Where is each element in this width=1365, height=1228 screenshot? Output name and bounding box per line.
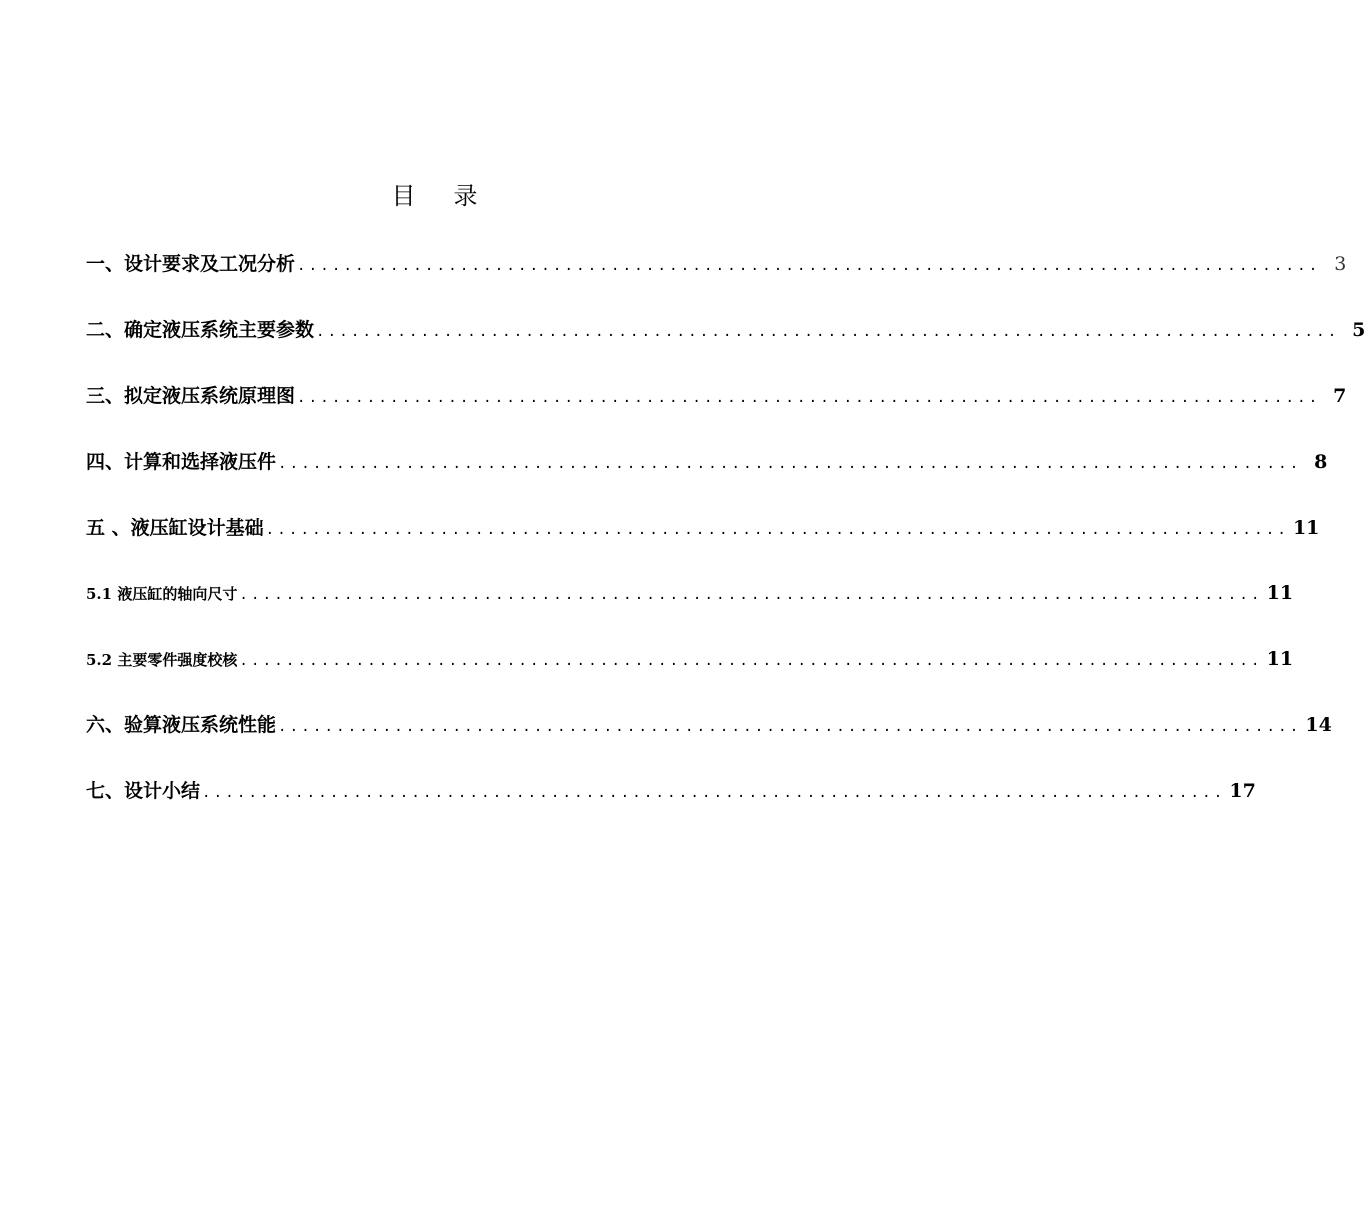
toc-entry-label: 五 、液压缸设计基础 [86, 517, 264, 539]
toc-entry-page: 11 [1292, 517, 1320, 539]
toc-entry-label: 二、确定液压系统主要参数 [86, 319, 315, 341]
dot-leader: ........................................................................................ [316, 324, 1340, 340]
dot-leader: ........................................................................................ [239, 587, 1263, 603]
toc-entry-5-1[interactable] [86, 581, 1294, 607]
dot-leader: ........................................................................................ [278, 456, 1302, 472]
dot-leader: ........................................................................................ [202, 785, 1226, 801]
toc-entry-page: 3 [1334, 253, 1347, 275]
dot-leader: ........................................................................................ [297, 258, 1321, 274]
toc-entry-3[interactable] [86, 382, 1347, 412]
dot-leader: ........................................................................................ [239, 653, 1263, 669]
toc-entry-label: 5.1 液压缸的轴向尺寸 [86, 585, 238, 603]
toc-entry-page: 11 [1266, 582, 1294, 604]
toc-entry-6[interactable] [86, 711, 1332, 741]
toc-entry-page: 8 [1314, 451, 1328, 473]
toc-entry-5[interactable] [86, 514, 1320, 544]
toc-entry-page: 7 [1333, 385, 1347, 407]
toc-entry-label: 三、拟定液压系统原理图 [86, 385, 296, 407]
toc-entry-2[interactable] [86, 316, 1365, 346]
toc-entry-page: 11 [1266, 648, 1294, 670]
dot-leader: ........................................................................................ [265, 522, 1289, 538]
toc-entry-label: 六、验算液压系统性能 [86, 714, 277, 736]
dot-leader: ........................................................................................ [278, 719, 1302, 735]
toc-entry-label: 5.2 主要零件强度校核 [86, 651, 238, 669]
toc-entry-page: 17 [1229, 780, 1256, 802]
toc-entry-page: 14 [1305, 714, 1332, 736]
toc-entry-5-2[interactable] [86, 647, 1294, 673]
toc-entry-7[interactable] [86, 777, 1256, 807]
dot-leader: ........................................................................................ [297, 390, 1321, 406]
toc-entry-page: 5 [1352, 319, 1365, 341]
toc-entry-label: 一、设计要求及工况分析 [86, 253, 296, 275]
toc-title [0, 178, 869, 214]
toc-entry-label: 七、设计小结 [86, 780, 201, 802]
toc-entry-label: 四、计算和选择液压件 [86, 451, 277, 473]
toc-title-char-2: 录 [453, 182, 478, 210]
toc-entry-4[interactable] [86, 448, 1328, 478]
toc-title-char-1: 目 [391, 182, 416, 210]
toc-entry-1[interactable] [86, 250, 1347, 280]
